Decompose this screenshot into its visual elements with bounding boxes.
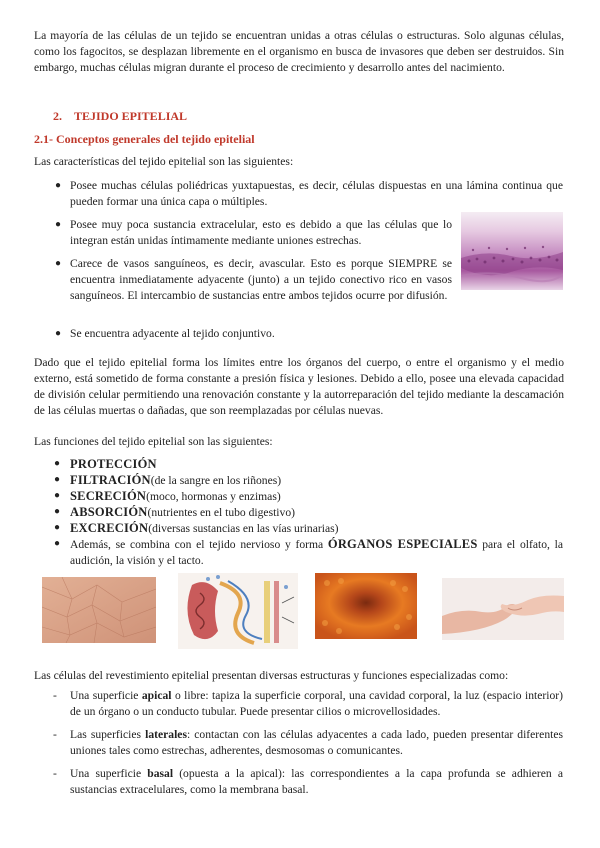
characteristic-item: ● Carece de vasos sanguíneos, es decir, avascular. Esto es porque SIEMPRE se encuentra inmediatamente adyacente (junto) a un tejido conectivo rico en vasos sanguíneos. El intercambio de sustancias entre ambos tejidos ocurre por difusión. <box>55 257 452 302</box>
function-item: ● EXCRECIÓN(diversas sustancias en las vías urinarias) <box>54 521 339 535</box>
function-item: ● FILTRACIÓN(de la sangre en los riñones) <box>54 473 282 487</box>
surfaces-intro: Las células del revestimiento epitelial presentan diversas estructuras y funciones especializadas como: <box>34 669 509 682</box>
functions-intro: Las funciones del tejido epitelial son las siguientes: <box>34 435 273 448</box>
bullet-icon: ● <box>54 458 61 469</box>
characteristic-item: ● Posee muchas células poliédricas yuxtapuestas, es decir, células dispuestas en una lámina continua que pueden formar una única capa o múltiples. <box>55 179 563 208</box>
bullet-icon: ● <box>55 180 62 191</box>
epithelium-histology-image <box>461 212 563 290</box>
bullet-icon: ● <box>54 522 61 533</box>
bullet-icon: ● <box>54 490 61 501</box>
bullet-icon: ● <box>55 328 62 339</box>
intestinal-villi-image <box>315 573 417 639</box>
dash-marker: - <box>53 689 57 702</box>
subsection-heading: 2.1- Conceptos generales del tejido epitelial <box>34 132 255 146</box>
characteristic-item: ● Se encuentra adyacente al tejido conjuntivo. <box>55 327 275 340</box>
characteristic-item: ● Posee muy poca sustancia extracelular, esto es debido a que las células que lo integran están unidas íntimamente mediante uniones estrechas. <box>55 218 452 247</box>
hands-touch-image <box>442 578 564 640</box>
skin-surface-image <box>42 577 156 643</box>
bullet-icon: ● <box>55 219 62 230</box>
section-title: TEJIDO EPITELIAL <box>74 109 188 123</box>
surface-item-lateral: - Las superficies laterales: contactan con las células adyacentes a cada lado, pueden presentar diferentes uniones tales como estrechas, adherentes, desmosomas o comunicantes. <box>53 728 563 757</box>
intro-paragraph: La mayoría de las células de un tejido se encuentran unidas a otras células o estructuras. Solo algunas células, como los fagocitos, se desplazan libremente en el organismo en busca de invasores que deben ser destruidos. Sin embargo, muchas células migran durante el proceso de crecimiento y desarrollo antes del nacimiento. <box>34 29 564 74</box>
dash-marker: - <box>53 728 57 741</box>
function-item: ● SECRECIÓN(moco, hormonas y enzimas) <box>54 489 281 503</box>
function-item-special-organs: ● Además, se combina con el tejido nervioso y forma ÓRGANOS ESPECIALES para el olfato, la audición, la visión y el tacto. <box>54 537 563 567</box>
bullet-icon: ● <box>55 258 62 269</box>
epithelium-paragraph: Dado que el tejido epitelial forma los límites entre los órganos del cuerpo, o entre el organismo y el medio externo, está sometido de forma constante a presión física y lesiones. Debido a ello, posee una elevada capacidad de división celular permitiendo una renovación constante y la autorreparación del tejido mediante la descamación de las células muertas o dañadas, que son reemplazadas por células nuevas. <box>34 356 564 417</box>
function-item: ● PROTECCIÓN <box>54 457 157 471</box>
section-heading <box>53 108 187 124</box>
kidney-anatomy-diagram <box>178 573 298 649</box>
bullet-icon: ● <box>54 506 61 517</box>
bullet-icon: ● <box>54 538 61 549</box>
function-item: ● ABSORCIÓN(nutrientes en el tubo digestivo) <box>54 505 295 519</box>
surface-item-apical: - Una superficie apical o libre: tapiza la superficie corporal, una cavidad corporal, la luz (espacio interior) de un órgano o un conducto tubular. Puede presentar cilios o microvellosidades. <box>53 689 563 718</box>
bullet-icon: ● <box>54 474 61 485</box>
section-number: 2. <box>53 109 62 123</box>
dash-marker: - <box>53 767 57 780</box>
characteristics-intro: Las características del tejido epitelial son las siguientes: <box>34 155 294 168</box>
surface-item-basal: - Una superficie basal (opuesta a la apical): las correspondientes a la capa profunda se adhieren a sustancias extracelulares, como la membrana basal. <box>53 767 563 796</box>
